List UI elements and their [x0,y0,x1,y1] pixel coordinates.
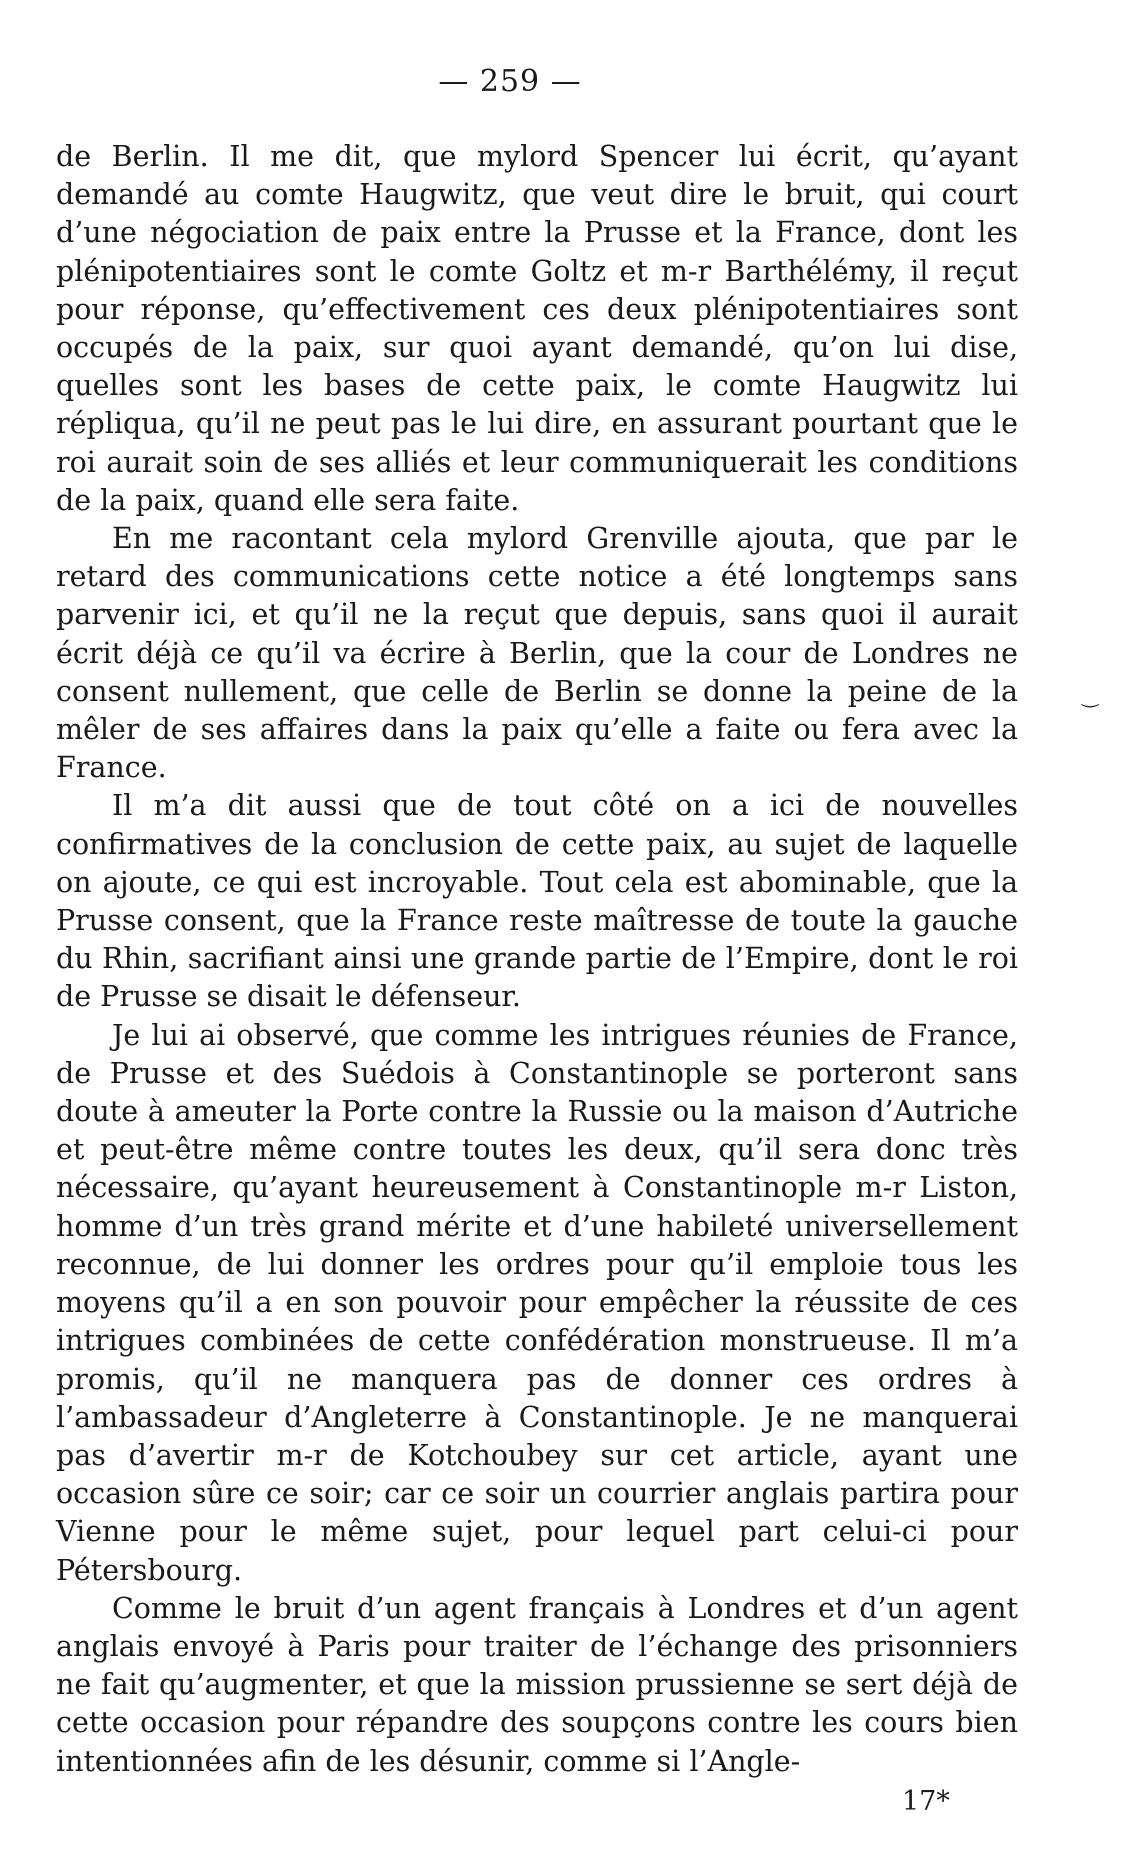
body-text [56,138,1018,1781]
paragraph-4: Je lui ai observé, que comme les intrigues réunies de France, de Prusse et des Suédois à Constantinople se porteront sans doute à ameuter la Porte contre la Russie ou la maison d’Autriche et peut-être même contre toutes les deux, qu’il sera donc très nécessaire, qu’ayant heureusement à Constantinople m-r Liston, homme d’un très grand mérite et d’une habileté universellement reconnue, de lui donner les ordres pour qu’il emploie tous les moyens qu’il a en son pouvoir pour empêcher la réussite de ces intrigues combinées de cette confédération monstrueuse. Il m’a promis, qu’il ne manquera pas de donner ces ordres à l’ambassadeur d’Angleterre à Constantinople. Je ne manquerai pas d’avertir m-r de Kotchoubey sur cet article, ayant une occasion sûre ce soir; car ce soir un courrier anglais partira pour Vienne pour le même sujet, pour lequel part celui-ci pour Pétersbourg. [56,1018,1018,1587]
paragraph-5: Comme le bruit d’un agent français à Londres et d’un agent anglais envoyé à Paris pour traiter de l’échange des prisonniers ne fait qu’augmenter, et que la mission prussienne se sert déjà de cette occasion pour répandre des soupçons contre les cours bien intentionnées afin de les désunir, comme si l’Angle- [56,1591,1018,1778]
paragraph-3: Il m’a dit aussi que de tout côté on a ici de nouvelles confirmatives de la conclusion de cette paix, au sujet de laquelle on ajoute, ce qui est incroyable. Tout cela est abominable, que la Prusse consent, que la France reste maîtresse de toute la gauche du Rhin, sacrifiant ainsi une grande partie de l’Empire, dont le roi de Prusse se disait le défenseur. [56,789,1018,1014]
paragraph-1: de Berlin. Il me dit, que mylord Spencer lui écrit, qu’ayant demandé au comte Haugwitz, que veut dire le bruit, qui court d’une négociation de paix entre la Prusse et la France, dont les plénipotentiaires sont le comte Goltz et m-r Barthélémy, il reçut pour réponse, qu’effectivement ces deux plénipotentiaires sont occupés de la paix, sur quoi ayant demandé, qu’on lui dise, quelles sont les bases de cette paix, le comte Haugwitz lui répliqua, qu’il ne peut pas le lui dire, en assurant pourtant que le roi aurait soin de ses alliés et leur communiquerait les conditions de la paix, quand elle sera faite. [56,140,1018,517]
margin-speck: ‿ [1082,684,1099,708]
paragraph-2: En me racontant cela mylord Grenville ajouta, que par le retard des communications cette notice a été longtemps sans parvenir ici, et qu’il ne la reçut que depuis, sans quoi il aurait écrit déjà ce qu’il va écrire à Berlin, que la cour de Londres ne consent nullement, que celle de Berlin se donne la peine de la mêler de ses affaires dans la paix qu’elle a faite ou fera avec la France. [56,522,1018,785]
page-number: — 259 — [438,64,582,99]
signature-mark: 17* [902,1786,950,1817]
